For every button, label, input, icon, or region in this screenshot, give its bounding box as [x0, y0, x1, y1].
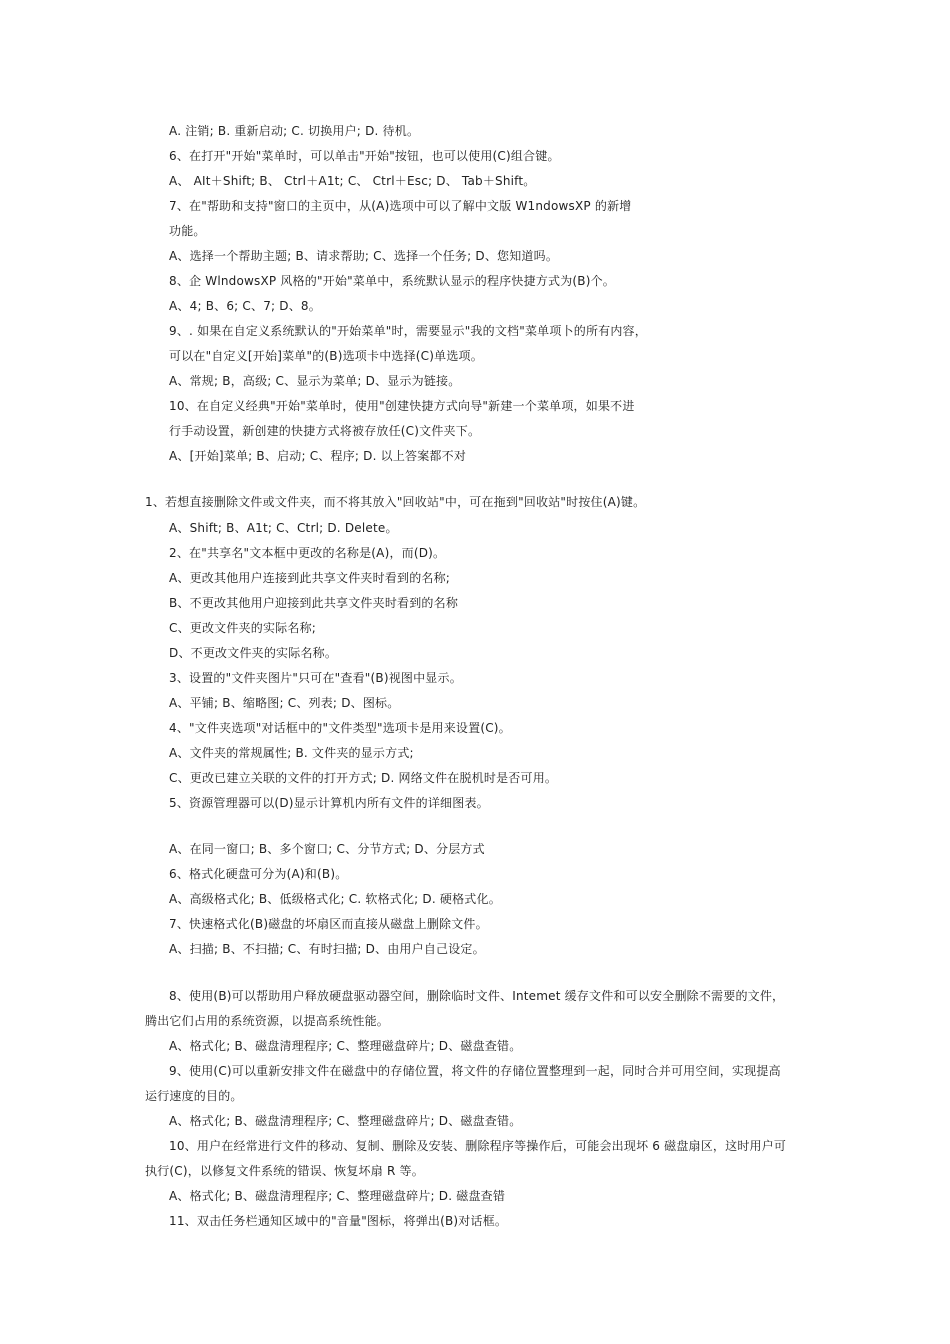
s2-q2-option-d: D、不更改文件夹的实际名称。 — [169, 646, 338, 660]
s2-q8-question-line1: 8、使用(B)可以帮助用户释放硬盘驱动器空间，删除临时文件、Intemet 缓存文件和可以安全删除不需要的文件， — [169, 989, 785, 1003]
s1-q6-question: 6、在打开"开始"菜单时，可以单击"开始"按钮，也可以使用(C)组合键。 — [169, 149, 560, 163]
s2-q5-question: 5、资源管理器可以(D)显示计算机内所有文件的详细图表。 — [169, 796, 489, 810]
s2-q4-options-cd: C、更改已建立关联的文件的打开方式; D. 网络文件在脱机时是否可用。 — [169, 771, 558, 785]
s1-q8-question: 8、企 WlndowsXP 风格的"开始"菜单中，系统默认显示的程序快捷方式为(B)个。 — [169, 274, 615, 288]
s1-q10-question-line2: 行手动设置，新创建的快捷方式将被存放任(C)文件夹下。 — [169, 424, 481, 438]
s2-q9-question-line2: 运行速度的目的。 — [145, 1089, 243, 1103]
s2-q11-question: 11、双击任务栏通知区域中的"音量"图标，将弹出(B)对话框。 — [169, 1214, 508, 1228]
s2-q7-options: A、扫描; B、不扫描; C、有时扫描; D、由用户自己设定。 — [169, 942, 485, 956]
s2-q6-options: A、高级格式化; B、低级格式化; C. 软格式化; D. 硬格式化。 — [169, 892, 501, 906]
s2-q2-option-a: A、更改其他用户连接到此共享文件夹时看到的名称; — [169, 571, 451, 585]
s2-q8-question-line2: 腾出它们占用的系统资源，以提高系统性能。 — [145, 1014, 390, 1028]
s1-q9-question-line1: 9、. 如果在自定义系统默认的"开始菜单"时，需要显示"我的文档"菜单项卜的所有内容， — [169, 324, 647, 338]
s2-q10-options: A、格式化; B、磁盘清理程序; C、整理磁盘碎片; D. 磁盘查错 — [169, 1189, 506, 1203]
s1-q8-options: A、4; B、6; C、7; D、8。 — [169, 299, 321, 313]
s2-q1-question: 1、若想直接删除文件或文件夹，而不将其放入"回收站"中，可在拖到"回收站"时按住(A)键。 — [145, 495, 646, 509]
s2-q4-options-ab: A、文件夹的常规属性; B. 文件夹的显示方式; — [169, 746, 414, 760]
s1-q7-question-line1: 7、在"帮助和支持"窗口的主页中，从(A)选项中可以了解中文版 W1ndowsXP 的新增 — [169, 199, 632, 213]
s2-q10-question-line2: 执行(C)，以修复文件系统的错误、恢复坏扇 R 等。 — [145, 1164, 424, 1178]
s2-q10-question-line1: 10、用户在经常进行文件的移动、复制、删除及安装、删除程序等操作后，可能会出现坏 6 磁盘扇区，这时用户可 — [169, 1139, 787, 1153]
s2-q1-options: A、Shift; B、A1t; C、Ctrl; D. Delete。 — [169, 521, 398, 535]
s2-q3-options: A、平铺; B、缩略图; C、列表; D、图标。 — [169, 696, 400, 710]
s2-q3-question: 3、设置的"文件夹图片"只可在"查看"(B)视图中显示。 — [169, 671, 462, 685]
s2-q9-question-line1: 9、使用(C)可以重新安排文件在磁盘中的存储位置，将文件的存储位置整理到一起，同时合并可用空间，实现提高 — [169, 1064, 781, 1078]
s1-q7-options: A、选择一个帮助主题; B、请求帮助; C、选择一个任务; D、您知道吗。 — [169, 249, 559, 263]
s2-q6-question: 6、格式化硬盘可分为(A)和(B)。 — [169, 867, 348, 881]
s2-q7-question: 7、快速格式化(B)磁盘的坏扇区而直接从磁盘上删除文件。 — [169, 917, 488, 931]
s1-q5-options: A. 注销; B. 重新启动; C. 切换用户; D. 待机。 — [169, 124, 420, 138]
s1-q9-options: A、常规; B，高级; C、显示为菜单; D、显示为链接。 — [169, 374, 461, 388]
s1-q9-question-line2: 可以在"自定义[开始]菜单"的(B)选项卡中选择(C)单选项。 — [169, 349, 483, 363]
s1-q7-question-line2: 功能。 — [169, 224, 206, 238]
s2-q2-option-b: B、不更改其他用户迎接到此共享文件夹时看到的名称 — [169, 596, 459, 610]
s1-q10-question-line1: 10、在自定义经典"开始"菜单时，使用"创建快捷方式向导"新建一个菜单项，如果不进 — [169, 399, 635, 413]
s2-q4-question: 4、"文件夹选项"对话框中的"文件类型"选项卡是用来设置(C)。 — [169, 721, 511, 735]
s2-q2-question: 2、在"共享名"文本框中更改的名称是(A)，而(D)。 — [169, 546, 446, 560]
s2-q9-options: A、格式化; B、磁盘清理程序; C、整理磁盘碎片; D、磁盘查错。 — [169, 1114, 522, 1128]
s1-q10-options: A、[开始]菜单; B、启动; C、程序; D. 以上答案都不对 — [169, 449, 467, 463]
s2-q8-options: A、格式化; B、磁盘清理程序; C、整理磁盘碎片; D、磁盘查错。 — [169, 1039, 522, 1053]
s2-q5-options: A、在同一窗口; B、多个窗口; C、分节方式; D、分层方式 — [169, 842, 485, 856]
s2-q2-option-c: C、更改文件夹的实际名称; — [169, 621, 317, 635]
s1-q6-options: A、 AIt＋Shift; B、 Ctrl＋A1t; C、 Ctrl＋Esc; D、 Tab＋Shift。 — [169, 174, 536, 188]
